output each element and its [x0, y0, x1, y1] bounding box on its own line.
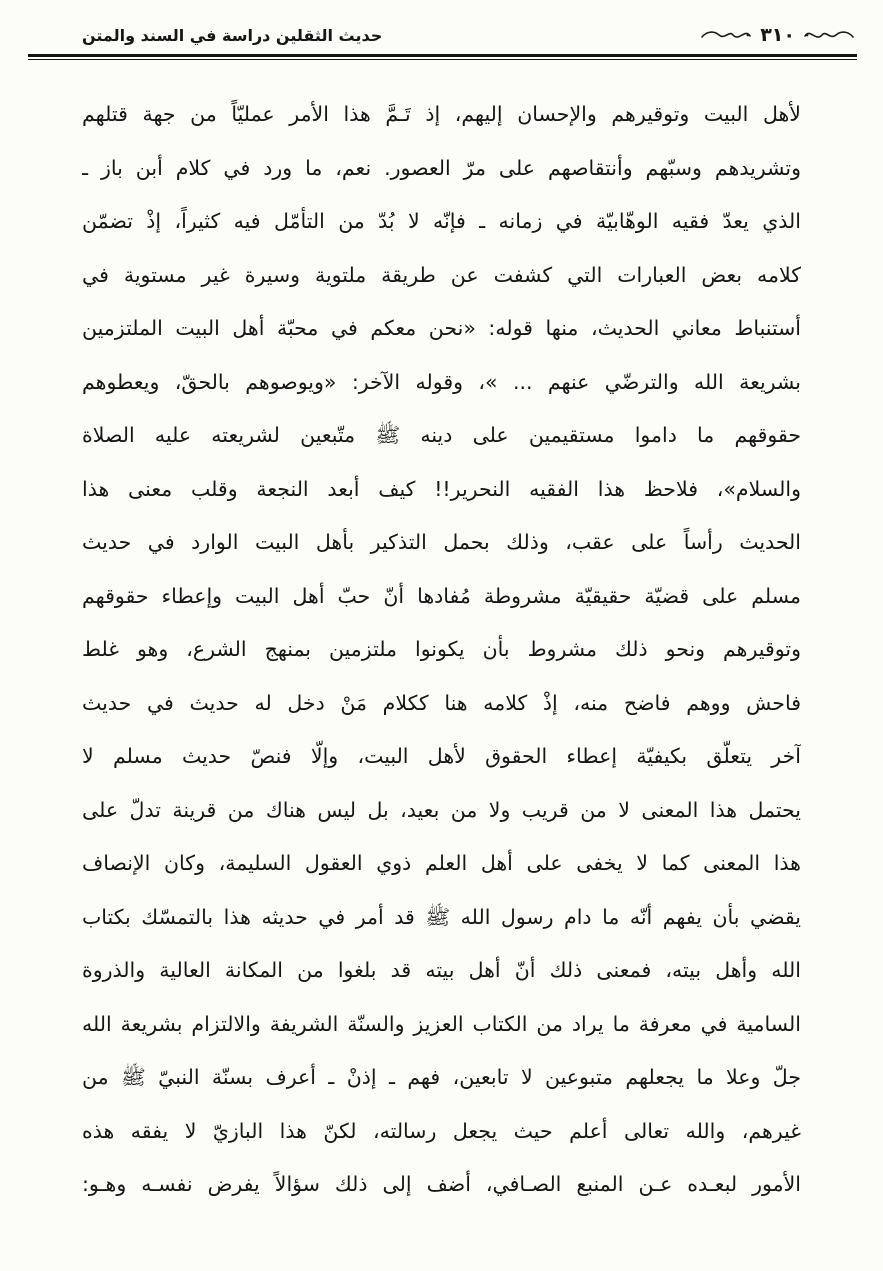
- text-line: مسلم على قضيّة حقيقيّة مشروطة مُفادها أنّ حبّ أهل البيت وإعطاء حقوقهم: [82, 583, 801, 608]
- page-number-group: [700, 23, 855, 46]
- text-line: الحديث رأساً على عقب، وذلك بحمل التذكير بأهل البيت الوارد في حديث: [82, 530, 801, 554]
- text-line: الله وأهل بيته، فمعنى ذلك أنّ أهل بيته قد بلغوا من المكانة العالية والذروة: [82, 958, 801, 982]
- text-line: يحتمل هذا المعنى لا من قريب ولا من بعيد، بل ليس هناك من قرينة تدلّ على: [82, 797, 801, 822]
- text-line: لأهل البيت وتوقيرهم والإحسان إليهم، إذ تَـمَّ هذا الأمر عمليّاً من جهة قتلهم: [82, 102, 801, 126]
- page-title: حديث الثقلين دراسة في السند والمتن: [82, 25, 383, 45]
- text-line: غيرهم، والله تعالى أعلم حيث يجعل رسالته، لكنّ هذا البازيّ لا يفقه هذه: [82, 1118, 801, 1143]
- page-header: [30, 20, 855, 50]
- text-line: والسلام»، فلاحظ هذا الفقيه النحرير!! كيف أبعد النجعة وقلب معنى هذا: [82, 476, 801, 501]
- body-text: [82, 88, 801, 1212]
- ornament-right-icon: [803, 26, 855, 44]
- text-line: أستنباط معاني الحديث، منها قوله: «نحن معكم في محبّة أهل البيت الملتزمين: [82, 316, 801, 340]
- text-line: الذي يعدّ فقيه الوهّابيّة في زمانه ـ فإنّه لا بُدّ من التأمّل فيه كثيراً، إذْ تضمّن: [82, 209, 801, 233]
- text-line: وتوقيرهم ونحو ذلك مشروط بأن يكونوا ملتزمين بمنهج الشرع، وهو غلط: [82, 637, 801, 661]
- text-line: يقضي بأن يفهم أنّه ما دام رسول الله ﷺ قد أمر في حديثه هذا بالتمسّك بكتاب: [82, 904, 801, 929]
- text-line: آخر يتعلّق بكيفيّة إعطاء الحقوق لأهل البيت، وإلّا فنصّ حديث مسلم لا: [82, 744, 801, 768]
- text-line: هذا المعنى كما لا يخفى على أهل العلم ذوي العقول السليمة، وكان الإنصاف: [82, 851, 801, 875]
- text-line: جلّ وعلا ما يجعلهم متبوعين لا تابعين، فهم ـ إذنْ ـ أعرف بسنّة النبيّ ﷺ من: [82, 1065, 801, 1089]
- page-number: ٣١٠: [760, 23, 795, 46]
- text-line: بشريعة الله والترضّي عنهم ... »، وقوله الآخر: «ويوصوهم بالحقّ، ويعطوهم: [82, 369, 801, 394]
- ornament-left-icon: [700, 26, 752, 44]
- text-line: وتشريدهم وسبّهم وأنتقاصهم على مرّ العصور. نعم، ما ورد في كلام أبن باز ـ: [82, 155, 801, 180]
- text-line: السامية في معرفة ما يراد من الكتاب العزيز والسنّة الشريفة والالتزام بشريعة الله: [82, 1011, 801, 1036]
- text-line: كلامه بعض العبارات التي كشفت عن طريقة ملتوية وسيرة غير مستوية في: [82, 262, 801, 287]
- text-line: فاحش ووهم فاضح منه، إذْ كلامه هنا ككلام مَنْ دخل له حديث في حديث: [82, 690, 801, 715]
- text-line: حقوقهم ما داموا مستقيمين على دينه ﷺ متّبعين لشريعته عليه الصلاة: [82, 423, 801, 447]
- text-line: الأمور لبعـده عـن المنبع الصـافي، أضف إلى ذلك سؤالاً يفرض نفسـه وهـو:: [82, 1172, 801, 1196]
- header-divider: [28, 54, 857, 60]
